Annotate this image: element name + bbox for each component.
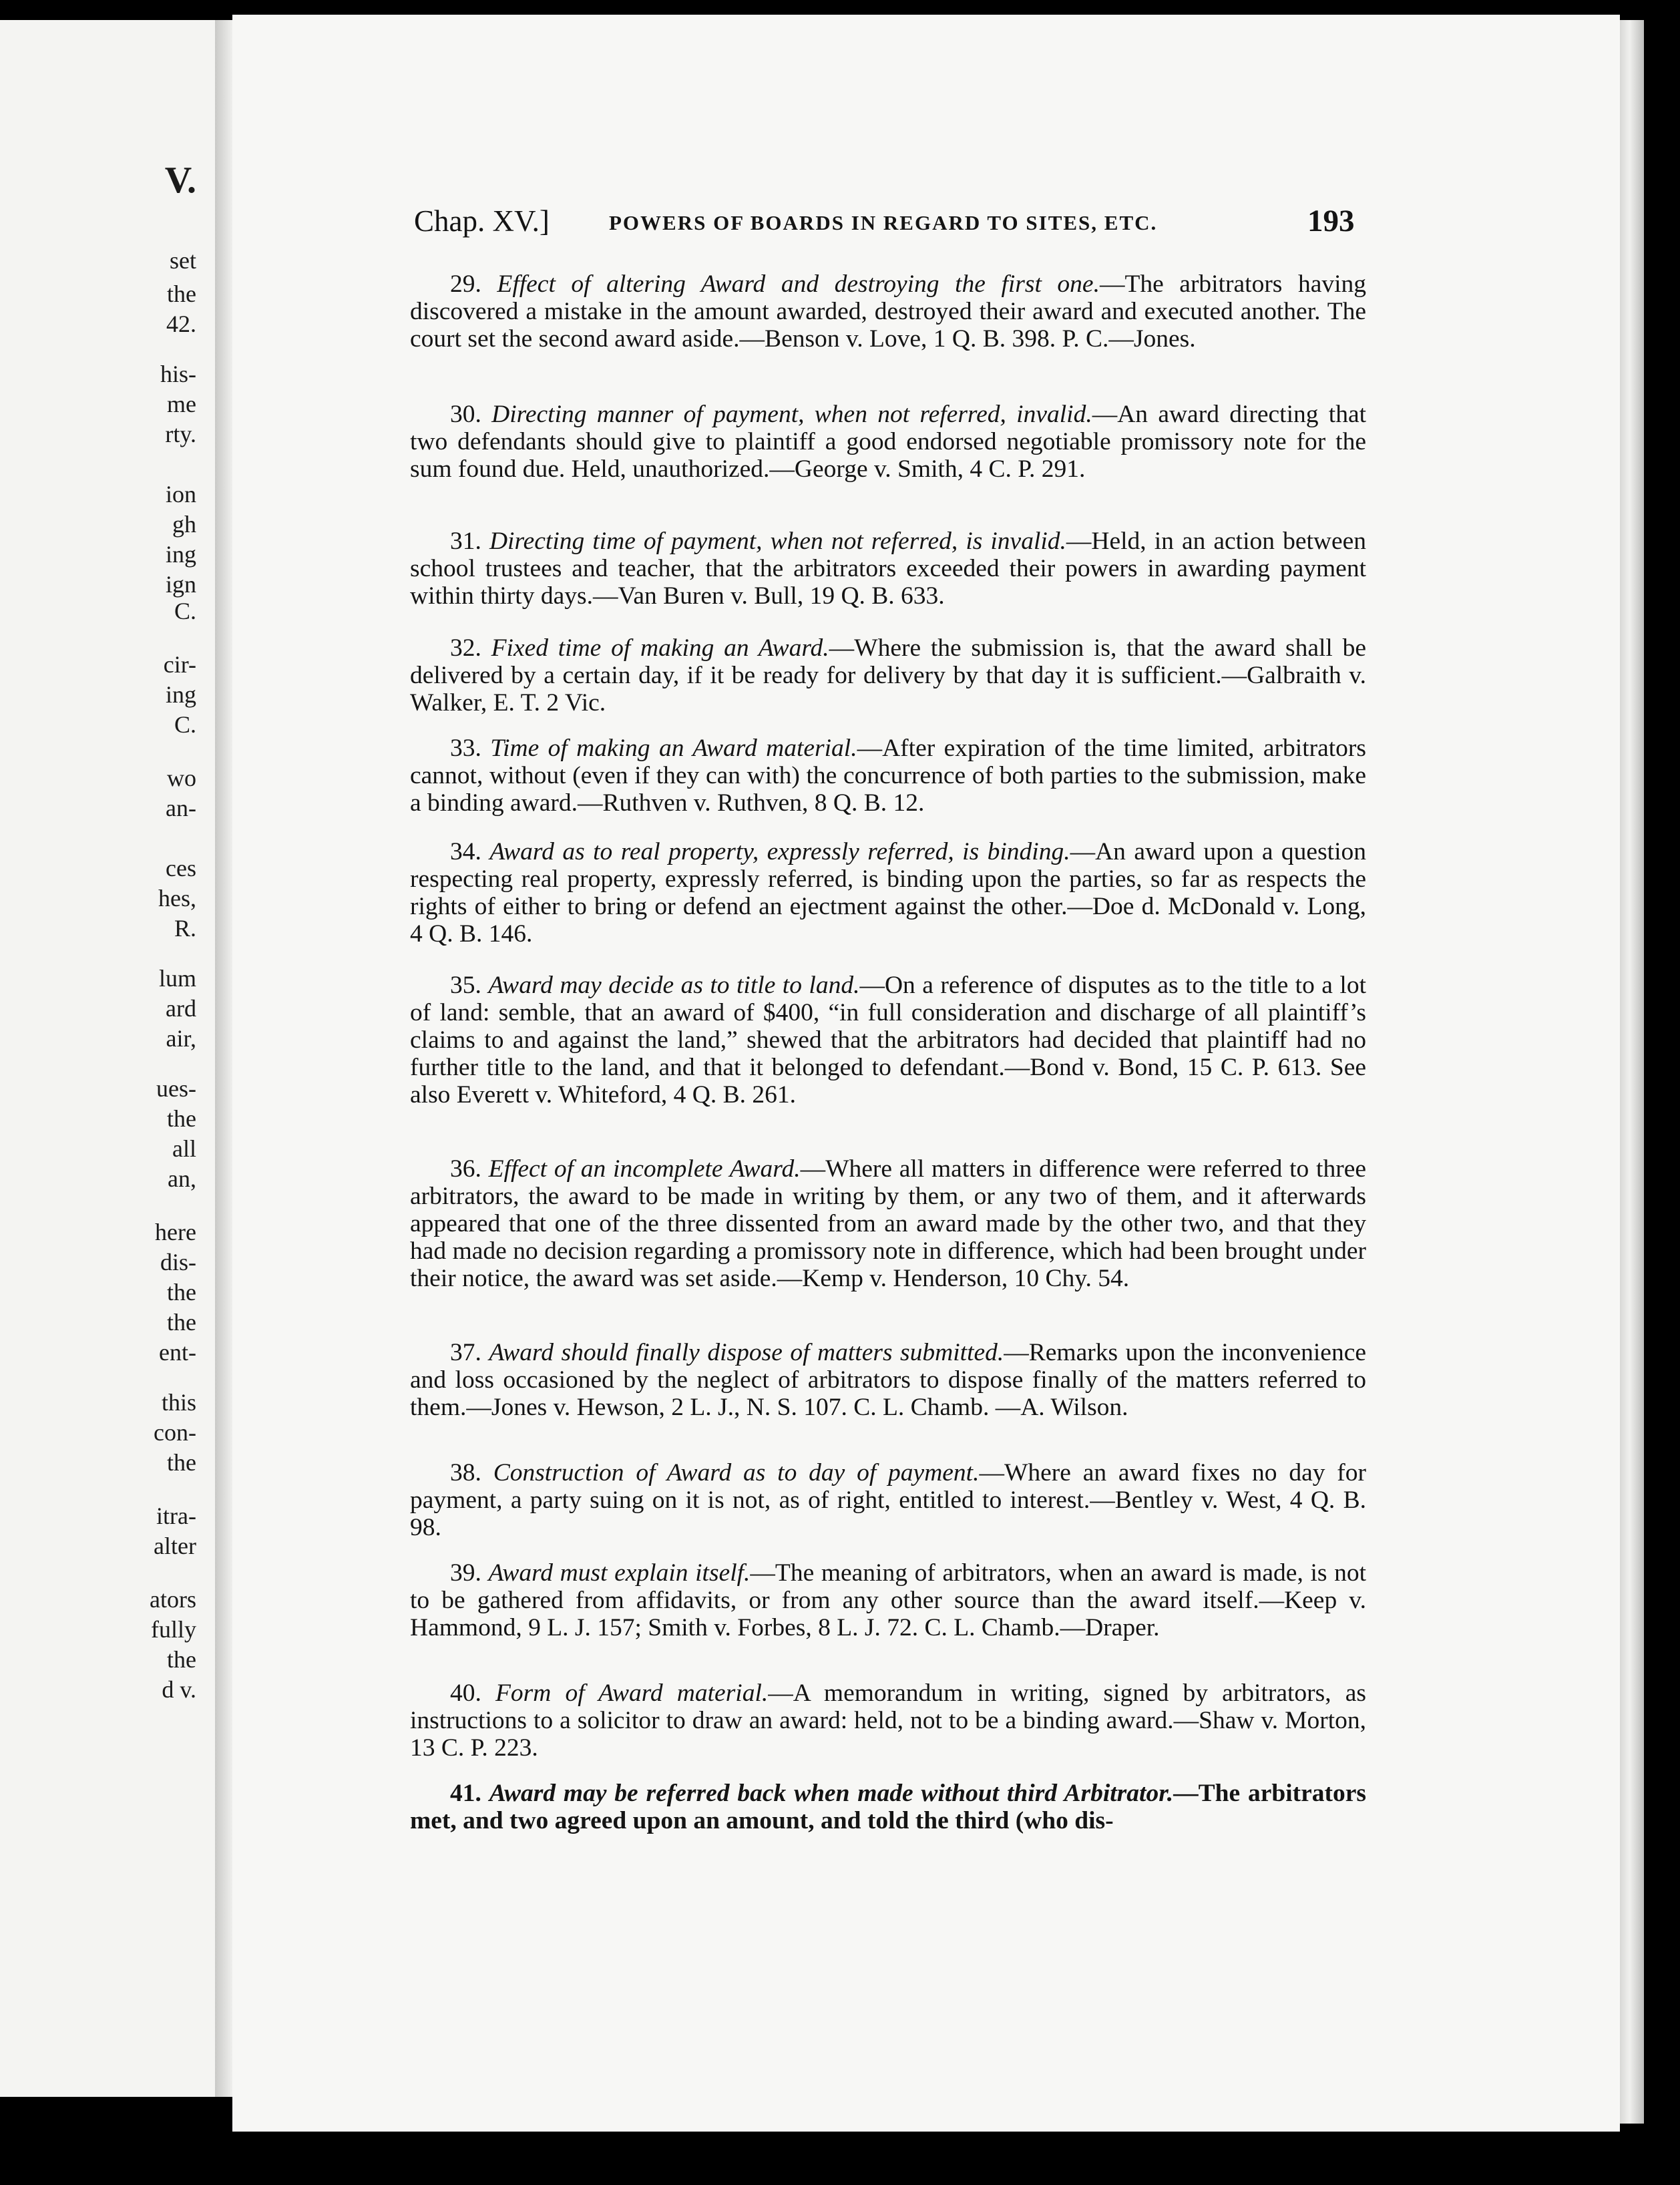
facing-page-fragment: [0, 20, 215, 2097]
facing-page-text-fragment: hes,: [158, 885, 196, 912]
facing-page-text-fragment: alter: [154, 1533, 196, 1559]
paragraph-body: —Where an award fixes no day for payment, a party suing on it is not, as of right, entitled to interest.—Bentley v. West, 4 Q. B. 98.: [410, 1459, 1366, 1541]
facing-page-text-fragment: this: [161, 1389, 196, 1416]
paragraph-number: 33.: [450, 735, 481, 762]
paragraph-41: [410, 1780, 1366, 1834]
paragraph-body: —Remarks upon the inconvenience and loss occasioned by the neglect of arbitrators to dispose finally of the matters referred to them.—Jones v. Hewson, 2 L. J., N. S. 107. C. L. Chamb. —A. Wilson.: [410, 1339, 1366, 1421]
paragraph-heading: Award must explain itself.: [488, 1559, 751, 1587]
paragraph-number: 37.: [450, 1339, 481, 1366]
paragraph-38: [410, 1459, 1366, 1541]
facing-page-text-fragment: an,: [168, 1165, 196, 1192]
paragraph-number: 38.: [450, 1459, 481, 1486]
facing-page-text-fragment: wo: [167, 765, 196, 791]
facing-page-text-fragment: lum: [158, 965, 196, 992]
facing-page-text-fragment: con-: [154, 1419, 196, 1446]
facing-page-text-fragment: dis-: [160, 1249, 196, 1275]
facing-page-text-fragment: fully: [151, 1616, 196, 1643]
paragraph-heading: Construction of Award as to day of payment.: [493, 1459, 980, 1486]
paragraph-36: [410, 1155, 1366, 1292]
book-gutter: [215, 20, 232, 2097]
facing-page-text-fragment: an-: [166, 795, 196, 821]
facing-page-text-fragment: the: [167, 1309, 196, 1336]
facing-page-text-fragment: set: [170, 247, 196, 274]
facing-page-text-fragment: the: [167, 1105, 196, 1132]
facing-page-text-fragment: C.: [174, 711, 196, 738]
facing-page-text-fragment: cir-: [163, 651, 196, 678]
paragraph-heading: Award should finally dispose of matters submitted.: [489, 1339, 1004, 1366]
paragraph-body: —Where the submission is, that the award shall be delivered by a certain day, if it be ready for delivery by that day it is sufficient.—Galbraith v. Walker, E. T. 2 Vic.: [410, 634, 1367, 717]
page-edges: [1620, 20, 1644, 2124]
facing-page-text-fragment: the: [167, 1449, 196, 1476]
paragraph-body: —On a reference of disputes as to the title to a lot of land: semble, that an award of $400, “in full consideration and discharge of all plaintiff’s claims to and against the land,” shewed that the arbitrators had decided that plaintiff had no further title to the land, and that it belonged to defendant.—Bond v. Bond, 15 C. P. 613. See also Everett v. Whiteford, 4 Q. B. 261.: [410, 972, 1366, 1109]
paragraph-number: 30.: [450, 401, 481, 428]
facing-page-text-fragment: 42.: [166, 311, 196, 337]
facing-page-text-fragment: R.: [174, 915, 196, 942]
facing-page-text-fragment: his-: [160, 361, 196, 387]
paragraph-heading: Effect of altering Award and destroying the first one.: [497, 270, 1100, 298]
paragraph-40: [410, 1679, 1366, 1762]
facing-page-text-fragment: ign: [165, 571, 196, 598]
paragraph-body: —The arbitrators having discovered a mistake in the amount awarded, destroyed their award and executed another. The court set the second award aside.—Benson v. Love, 1 Q. B. 398. P. C.—Jones.: [410, 270, 1367, 353]
facing-page-text-fragment: ing: [165, 681, 196, 708]
paragraph-body: —The arbitrators met, and two agreed upon an amount, and told the third (who dis-: [410, 1780, 1366, 1834]
facing-page-text-fragment: itra-: [156, 1503, 196, 1529]
facing-page-text-fragment: the: [167, 1279, 196, 1306]
paragraph-number: 35.: [450, 972, 481, 999]
paragraph-number: 31.: [450, 528, 481, 555]
facing-page-text-fragment: ing: [165, 541, 196, 568]
paragraph-34: [410, 838, 1366, 948]
facing-page-text-fragment: here: [155, 1219, 196, 1245]
paragraph-number: 36.: [450, 1155, 481, 1183]
paragraph-number: 39.: [450, 1559, 481, 1587]
page-number: 193: [1307, 204, 1355, 238]
paragraph-heading: Award may be referred back when made without third Arbitrator.: [489, 1780, 1174, 1807]
running-title: POWERS OF BOARDS IN REGARD TO SITES, ETC.: [609, 211, 1158, 234]
paragraph-number: 32.: [450, 634, 481, 662]
facing-page-text-fragment: gh: [172, 511, 196, 538]
paragraph-body: —A memorandum in writing, signed by arbitrators, as instructions to a solicitor to draw an award: held, not to be a binding award.—Shaw v. Morton, 13 C. P. 223.: [410, 1679, 1366, 1762]
paragraph-number: 41.: [450, 1780, 481, 1807]
paragraph-heading: Form of Award material.: [495, 1679, 769, 1707]
facing-page-text-fragment: V.: [164, 160, 196, 201]
facing-page-text-fragment: ators: [150, 1586, 196, 1613]
chapter-label: Chap. XV.]: [414, 204, 550, 238]
paragraph-29: [410, 270, 1366, 353]
paragraph-37: [410, 1339, 1366, 1421]
paragraph-heading: Award may decide as to title to land.: [488, 972, 860, 999]
paragraph-number: 40.: [450, 1679, 481, 1707]
facing-page-text-fragment: ues-: [156, 1075, 196, 1102]
facing-page-text-fragment: air,: [166, 1025, 196, 1052]
paragraph-31: [410, 528, 1366, 610]
facing-page-text-fragment: ard: [166, 995, 196, 1022]
paragraph-body: —An award directing that two defendants should give to plaintiff a good endorsed negotiable promissory note for the sum found due. Held, unauthorized.—George v. Smith, 4 C. P. 291.: [410, 401, 1367, 483]
paragraph-heading: Directing manner of payment, when not referred, invalid.: [491, 401, 1092, 428]
paragraph-body: —An award upon a question respecting real property, expressly referred, is binding upon the parties, so far as respects the rights of either to bring or defend an ejectment against the other.—Doe d. McDonald v. Long, 4 Q. B. 146.: [410, 838, 1366, 948]
paragraph-30: [410, 401, 1366, 483]
paragraph-heading: Fixed time of making an Award.: [491, 634, 829, 662]
paragraph-39: [410, 1559, 1366, 1641]
paragraph-32: [410, 634, 1366, 717]
facing-page-text-fragment: rty.: [165, 421, 196, 447]
paragraph-number: 29.: [450, 270, 481, 298]
paragraph-body: —Held, in an action between school trustees and teacher, that the arbitrators exceeded their powers in awarding payment within thirty days.—Van Buren v. Bull, 19 Q. B. 633.: [410, 528, 1366, 610]
facing-page-text-fragment: ces: [166, 855, 196, 881]
facing-page-text-fragment: C.: [174, 598, 196, 624]
paragraph-35: [410, 972, 1366, 1109]
paragraph-body: —Where all matters in difference were referred to three arbitrators, the award to be made in writing by them, or any two of them, and it afterwards appeared that one of the three dissented from an award made by the other two, and that they had made no decision regarding a promissory note in difference, which had been brought under their notice, the award was set aside.—Kemp v. Henderson, 10 Chy. 54.: [410, 1155, 1366, 1292]
paragraph-number: 34.: [450, 838, 481, 865]
paragraph-heading: Award as to real property, expressly referred, is binding.: [489, 838, 1070, 865]
paragraph-heading: Effect of an incomplete Award.: [488, 1155, 801, 1183]
facing-page-text-fragment: d v.: [162, 1676, 196, 1703]
paragraph-heading: Time of making an Award material.: [490, 735, 857, 762]
facing-page-text-fragment: all: [172, 1135, 196, 1162]
facing-page-text-fragment: the: [167, 1646, 196, 1673]
paragraph-body: —After expiration of the time limited, arbitrators cannot, without (even if they can with) the concurrence of both parties to the submission, make a binding award.—Ruthven v. Ruthven, 8 Q. B. 12.: [410, 735, 1367, 817]
paragraph-heading: Directing time of payment, when not referred, is invalid.: [489, 528, 1066, 555]
paragraph-33: [410, 735, 1366, 817]
facing-page-text-fragment: ent-: [159, 1339, 196, 1366]
facing-page-text-fragment: ion: [165, 481, 196, 508]
facing-page-text-fragment: the: [167, 280, 196, 307]
facing-page-text-fragment: me: [167, 391, 196, 417]
paragraph-body: —The meaning of arbitrators, when an award is made, is not to be gathered from affidavits, or from any other source than the award itself.—Keep v. Hammond, 9 L. J. 157; Smith v. Forbes, 8 L. J. 72. C. L. Chamb.—Draper.: [410, 1559, 1366, 1641]
